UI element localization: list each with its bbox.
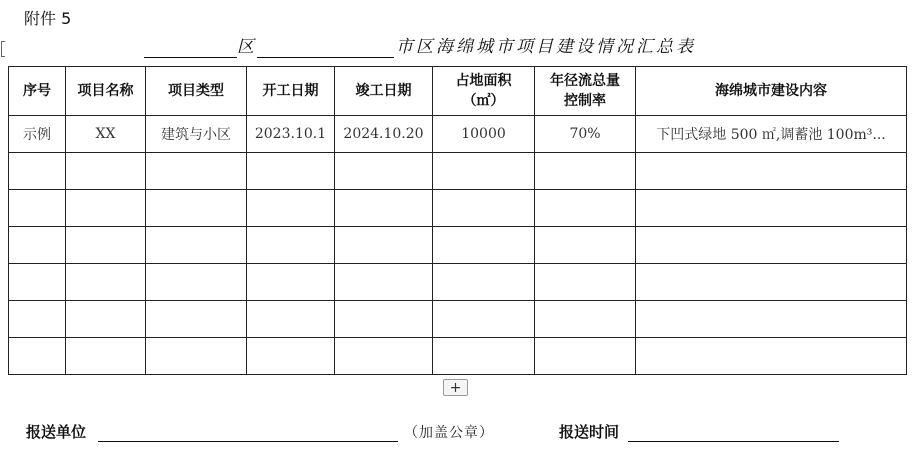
header-seq: 序号 <box>9 67 66 116</box>
table-row <box>9 153 907 190</box>
table-cell[interactable] <box>335 153 433 190</box>
table-cell[interactable] <box>433 227 535 264</box>
table-row <box>9 190 907 227</box>
table-cell[interactable] <box>66 301 146 338</box>
table-cell[interactable] <box>9 190 66 227</box>
table-cell[interactable] <box>433 338 535 375</box>
district-blank[interactable] <box>144 37 237 58</box>
summary-table <box>8 66 907 375</box>
table-cell[interactable] <box>433 153 535 190</box>
table-cell[interactable] <box>146 153 247 190</box>
table-cell[interactable] <box>535 153 636 190</box>
table-cell[interactable] <box>146 190 247 227</box>
submit-time-field[interactable] <box>628 423 839 442</box>
table-row <box>9 264 907 301</box>
title-main-text: 市区海绵城市项目建设情况汇总表 <box>396 37 696 57</box>
table-cell[interactable] <box>433 190 535 227</box>
table-cell[interactable] <box>247 264 335 301</box>
table-cell[interactable] <box>535 227 636 264</box>
header-end-date: 竣工日期 <box>335 67 433 116</box>
table-cell[interactable] <box>636 264 907 301</box>
table-cell[interactable] <box>146 301 247 338</box>
seal-note: （加盖公章） <box>404 425 494 441</box>
cell-area[interactable]: 10000 <box>433 116 535 153</box>
edge-bracket-icon <box>1 41 5 57</box>
header-start-date: 开工日期 <box>247 67 335 116</box>
table-row <box>9 227 907 264</box>
table-cell[interactable] <box>247 190 335 227</box>
table-row-example <box>9 116 907 153</box>
table-cell[interactable] <box>335 227 433 264</box>
table-cell[interactable] <box>636 153 907 190</box>
header-area <box>433 67 535 116</box>
page-title <box>144 34 696 58</box>
table-cell[interactable] <box>535 264 636 301</box>
add-row-button[interactable]: + <box>443 379 468 396</box>
submit-unit-label: 报送单位 <box>26 423 87 441</box>
table-cell[interactable] <box>247 301 335 338</box>
table-cell[interactable] <box>433 264 535 301</box>
table-cell[interactable] <box>636 301 907 338</box>
table-cell[interactable] <box>9 338 66 375</box>
header-runoff <box>535 67 636 116</box>
table-cell[interactable] <box>247 338 335 375</box>
table-cell[interactable] <box>9 301 66 338</box>
table-cell[interactable] <box>433 301 535 338</box>
table-cell[interactable] <box>9 264 66 301</box>
table-cell[interactable] <box>535 301 636 338</box>
county-blank[interactable] <box>257 37 394 58</box>
cell-content[interactable]: 下凹式绿地 500 ㎡,调蓄池 100m³... <box>636 116 907 153</box>
table-cell[interactable] <box>66 227 146 264</box>
table-cell[interactable] <box>535 190 636 227</box>
table-cell[interactable] <box>66 264 146 301</box>
table-cell[interactable] <box>66 153 146 190</box>
table-cell[interactable] <box>9 227 66 264</box>
table-cell[interactable] <box>247 227 335 264</box>
table-cell[interactable] <box>636 338 907 375</box>
district-suffix: 区 <box>237 37 257 57</box>
table-cell[interactable] <box>247 153 335 190</box>
table-cell[interactable] <box>535 338 636 375</box>
table-cell[interactable] <box>636 227 907 264</box>
table-cell[interactable] <box>335 338 433 375</box>
cell-end-date[interactable]: 2024.10.20 <box>335 116 433 153</box>
table-row <box>9 301 907 338</box>
table-cell[interactable] <box>335 264 433 301</box>
cell-start-date[interactable]: 2023.10.1 <box>247 116 335 153</box>
header-name: 项目名称 <box>66 67 146 116</box>
cell-name[interactable]: XX <box>66 116 146 153</box>
attachment-label: 附件 5 <box>24 9 72 28</box>
footer <box>0 422 912 446</box>
table-cell[interactable] <box>66 190 146 227</box>
table-cell[interactable] <box>146 338 247 375</box>
table-cell[interactable] <box>9 153 66 190</box>
header-runoff-line2: 控制率 <box>564 93 606 109</box>
cell-type[interactable]: 建筑与小区 <box>146 116 247 153</box>
header-runoff-line1: 年径流总量 <box>550 73 620 89</box>
header-area-line1: 占地面积 <box>455 73 512 89</box>
table-cell[interactable] <box>636 190 907 227</box>
table-cell[interactable] <box>146 264 247 301</box>
table-cell[interactable] <box>146 227 247 264</box>
submit-time-label: 报送时间 <box>559 423 620 441</box>
cell-runoff[interactable]: 70% <box>535 116 636 153</box>
cell-seq[interactable]: 示例 <box>9 116 66 153</box>
submit-unit-field[interactable] <box>98 423 398 442</box>
table-row <box>9 338 907 375</box>
header-content: 海绵城市建设内容 <box>636 67 907 116</box>
table-cell[interactable] <box>66 338 146 375</box>
table-header-row <box>9 67 907 116</box>
header-type: 项目类型 <box>146 67 247 116</box>
table-cell[interactable] <box>335 301 433 338</box>
table-cell[interactable] <box>335 190 433 227</box>
header-area-line2: （㎡） <box>462 93 505 109</box>
